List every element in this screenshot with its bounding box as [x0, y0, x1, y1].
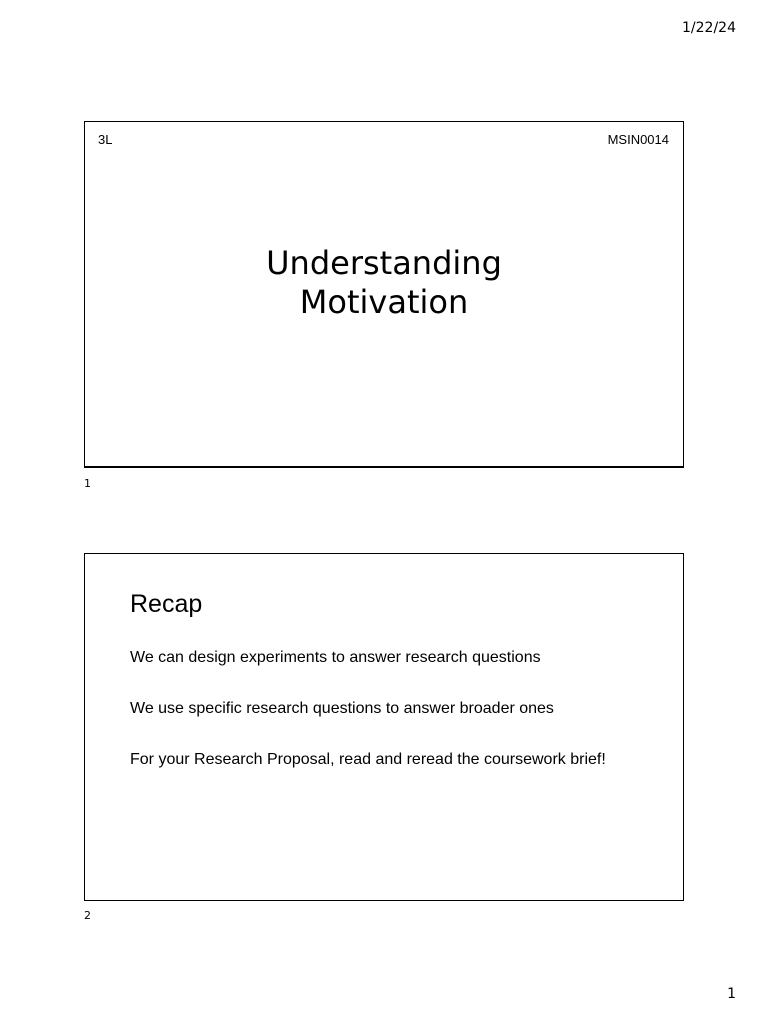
slide-title-line-1: Understanding: [266, 244, 502, 282]
slide-number-2: 2: [84, 909, 91, 922]
slide-heading: Recap: [130, 590, 203, 618]
recap-point: For your Research Proposal, read and reread the coursework brief!: [130, 751, 606, 768]
page-number: 1: [727, 986, 736, 1002]
slide-2: [84, 553, 684, 901]
course-code: MSIN0014: [607, 132, 669, 147]
recap-points: [130, 648, 606, 801]
slide-1: [84, 121, 684, 468]
page-date: 1/22/24: [682, 20, 736, 36]
slide-title: [85, 244, 683, 322]
recap-point: We can design experiments to answer research questions: [130, 649, 541, 666]
slide-code-left: 3L: [98, 132, 113, 147]
recap-point: We use specific research questions to answer broader ones: [130, 700, 554, 717]
slide-number-1: 1: [84, 477, 91, 490]
slide-title-line-2: Motivation: [299, 283, 469, 321]
